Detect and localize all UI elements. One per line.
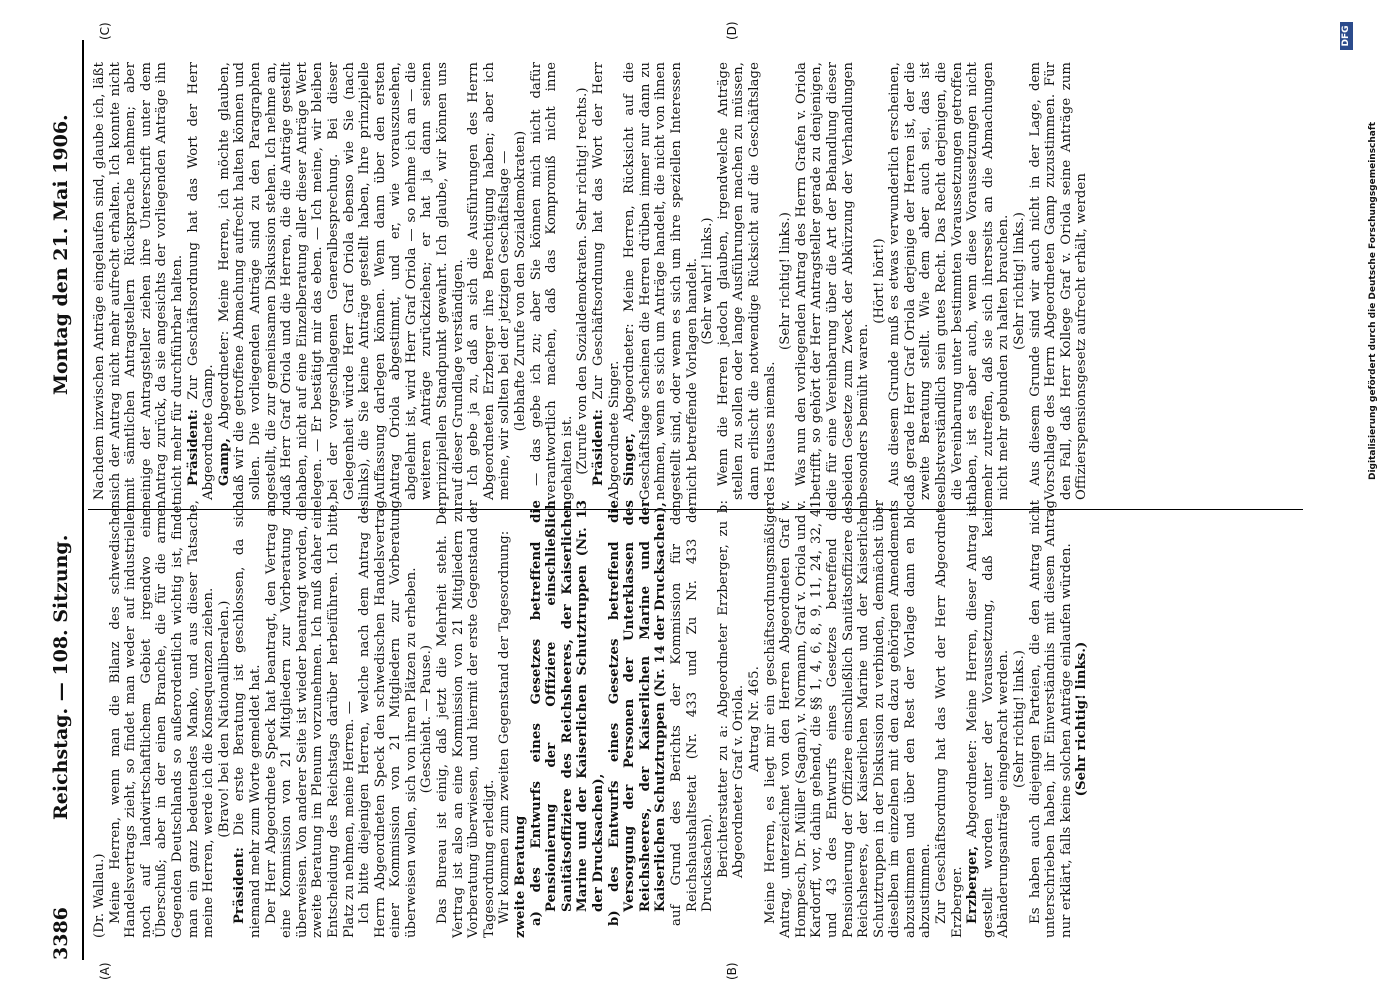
paragraph-text: Aus diesem Grunde muß es etwas verwunderlich erscheinen, daß gerade Herr Graf Oriola derjenige der Herren ist, der die zweite Beratung stellt. Wie dem aber auch sei, das ist selbstverständlich sein gutes Recht. Das Recht derjenigen, die die Vereinbarung unter bestimmten Voraussetzungen getroffen haben, ist es aber auch, wenn diese Voraussetzungen nicht mehr zutreffen, daß sie sich ihrerseits an die Abmachungen nicht mehr gebunden zu halten brauchen. [887,62,1012,500]
paragraph [887,62,1012,500]
paragraph-text: Das Bureau ist einig, daß jetzt die Mehrheit steht. Der Vertrag ist also an eine Kommission von 21 Mitgliedern zur Vorberatung überwiesen, und hiermit der erste Gegenstand der Tagesordnung erledigt. [435,500,497,938]
speaker-label: Präsident: [185,408,201,486]
paragraph [607,500,669,938]
page-number: 3386 [50,907,72,960]
session-date: Montag den 21. Mai 1906. [50,114,72,395]
paragraph [575,62,591,500]
right-column [92,62,1090,500]
speaker-label: Gamp, [216,437,232,486]
page-header [50,40,80,960]
paragraph-text: Ich gebe ja zu, daß an sich die Ausführungen des Herrn Abgeordneten Erzberger ihre Berechtigung haben; aber ich meine, wir sollten bei der jetzigen Geschäftslage — [466,62,513,500]
session-title: Reichstag. — 108. Sitzung. [50,534,72,820]
paragraph-text: (Dr. Wallau.) [92,853,107,938]
paragraph-text: (Zurufe von den Sozialdemokraten. Sehr richtig! rechts.) [575,87,591,475]
paragraph-text: Die erste Beratung ist geschlossen, da sich niemand mehr zum Worte gemeldet hat. [232,500,263,938]
paragraph-text: b) des Entwurfs eines Gesetzes betreffend die Versorgung der Personen der Unterklassen des Reichsheeres, der Kaiserlichen Marine und der Kaiserlichen Schutztruppen (Nr. 14 der Drucksachen), [606,500,669,926]
margin-letter-b: (B) [725,962,739,980]
header-rule [82,40,84,960]
paragraph-text: Zur Geschäftsordnung hat das Wort der Herr Abgeordnete Singer. [591,62,622,500]
paragraph [264,500,358,938]
paragraph [965,500,1012,938]
paragraph-text: (Bravo! bei den Nationalliberalen.) [216,600,232,838]
paragraph-text: Antrag Nr. 465. [746,666,762,772]
paragraph-text: (Hört! hört!) [871,238,887,324]
paragraph [716,62,778,500]
paragraph-text: auf Grund des Berichts der Kommission für den Reichshaushaltsetat (Nr. 433 und Zu Nr. 433 der Drucksachen). [668,500,716,926]
paragraph [92,62,186,500]
paragraph-text: Ich bitte diejenigen Herren, welche nach dem Antrag des Herrn Abgeordneten Speck den schwedischen Handelsvertrag einer Kommission von 21 Mitgliedern zur Vorberatung überweisen wollen, sich von ihren Plätzen zu erheben. [357,500,419,938]
paragraph-text: (Sehr richtig! links.) [1012,211,1028,351]
paragraph-text: zweite Beratung [513,815,529,938]
paragraph-text: — das gebe ich zu; aber Sie können mich nicht dafür verantwortlich machen, daß das Kompromiß nicht inne gehalten ist. [528,62,575,500]
paragraph [435,500,497,938]
paragraph-text: (Sehr richtig! links.) [778,211,794,351]
paragraph-text: Abgeordneter: Meine Herren, ich möchte glauben, daß wir die getroffene Abmachung aufrecht halten können und sollen. Die vorliegenden Anträge sind zu den Paragraphen gestellt, die zur gemeinsamen Diskussion stehen. Ich nehme an, daß Herr Graf Oriola und die Herren, die die Anträge gestellt haben, nicht auf eine Einzelberatung aller dieser Anträge Wert legen. — Er bestätigt mir das eben. — Ich meine, wir bleiben bei der vorgeschlagenen Generalbesprechung. Bei dieser Gelegenheit würde Herr Graf Oriola ebenso wie Sie (nach links), die Sie keine Anträge gestellt haben, Ihre prinzipielle Auffassung darlegen können. Wenn dann über den ersten Antrag Oriola abgestimmt, und er, wie vorauszusehen, abgelehnt ist, wird Herr Graf Oriola — so nehme ich an — die weiteren Anträge zurückziehen; er hat ja dann seinen prinzipiellen Standpunkt gewahrt. Ich glaube, wir können uns auf dieser Grundlage verständigen. [216,62,466,500]
paragraph-text: Was nun den vorliegenden Antrag des Herrn Grafen v. Oriola betrifft, so gehört der Herr Antragsteller gerade zu denjenigen, die für eine Vereinbarung über die Art der Behandlung dieser beiden Gesetze zum Zweck der Abkürzung der Verhandlungen besonders bemüht waren. [793,62,872,500]
paragraph-text: Zur Geschäftsordnung hat das Wort der Herr Abgeordnete Erzberger. [934,500,965,938]
paragraph-text: (Sehr richtig! links.) [1074,641,1090,797]
paragraph [232,500,263,938]
paragraph [591,62,622,500]
paragraph [497,500,513,938]
paragraph-text: Abgeordneter: Meine Herren, dieser Antrag ist gestellt worden unter der Voraussetzung, daß keine Abänderungsanträge eingebracht werden. [965,500,1012,938]
speaker-label: Präsident: [591,408,606,486]
paragraph [419,500,435,938]
left-column [92,500,1090,938]
paragraph-text: Meine Herren, wenn man die Bilanz des schwedischen Handelsvertrags zieht, so findet man weder auf industriellem noch auf landwirtschaftlichem Gebiet irgendwo einen Überschuß; aber in der einen Branche, die für die armen Gegenden Deutschlands so außerordentlich wichtig ist, findet man ein ganz bedeutendes Manko, und aus dieser Tatsache, meine Herren, werde ich die Konsequenzen ziehen. [107,500,217,938]
paragraph [747,500,763,938]
paragraph [466,62,513,500]
paragraph [217,500,233,938]
paragraph-text: Aus diesem Grunde sind wir auch nicht in der Lage, dem Vorschlage des Herrn Abgeordneten Gamp zuzustimmen. Für den Fall, daß Herr Kollege Graf v. Oriola seine Anträge zum Offizierspensionsgesetz aufrecht erhält, werden [1027,62,1090,500]
paragraph [700,62,716,500]
paragraph-text: (Geschieht. — Pause.) [419,644,435,794]
paragraph [217,62,467,500]
paragraph [1028,500,1075,938]
margin-letter-d: (D) [725,21,739,40]
paragraph [357,500,419,938]
paragraph [622,62,700,500]
margin-letter-c: (C) [98,22,112,40]
paragraph [513,500,529,938]
paragraph [794,62,872,500]
paragraph-text: Der Herr Abgeordnete Speck hat beantragt, den Vertrag an eine Kommission von 21 Mitgliedern zur Vorberatung zu überweisen. Von anderer Seite ist wieder beantragt worden, die zweite Beratung im Plenum vorzunehmen. Ich muß daher eine Entscheidung des Reichstags darüber herbeiführen. Ich bitte, Platz zu nehmen, meine Herren. — [263,500,357,938]
paragraph-text: a) des Entwurfs eines Gesetzes betreffend die Pensionierung der Offiziere einschließlich Sanitätsoffiziere des Reichsheeres, der Kaiserlichen Marine und der Kaiserlichen Schutztruppen (Nr. 13 der Drucksachen), [528,500,606,926]
paragraph [934,500,965,938]
speaker-label: Präsident: [232,846,248,924]
margin-letter-a: (A) [98,962,112,980]
paragraph-text: Nachdem inzwischen Anträge eingelaufen sind, glaube ich, läßt sich der Antrag nicht mehr aufrecht erhalten. Ich konnte nicht mit sämtlichen Antragstellern Rücksprache nehmen; aber einige der Antragsteller ziehen ihre Unterschrift unter dem Antrag zurück, da sie angesichts der vorliegenden Anträge ihn nicht mehr für durchführbar halten. [92,62,185,500]
paragraph [513,62,529,500]
paragraph-text: Meine Herren, es liegt mir ein geschäftsordnungsmäßiger Antrag, unterzeichnet von den Herren Abgeordneten Graf v. Hompesch, Dr. Müller (Sagan), v. Normann, Graf v. Oriola und v. Kardorff, vor, dahin gehend, die §§ 1, 4, 6, 8, 9, 11, 24, 32, 41 und 43 des Entwurfs eines Gesetzes betreffend die Pensionierung der Offiziere einschließlich Sanitätsoffiziere des Reichsheeres, der Kaiserlichen Marine und der Kaiserlichen Schutztruppen in der Diskussion zu verbinden, demnächst über dieselben im einzelnen mit den dazu gehörigen Amendements abzustimmen und über den Rest der Vorlage dann en bloc abzustimmen. [762,500,934,938]
digitization-credit: Digitalisierung gefördert durch die Deutsche Forschungsgemeinschaft [1368,121,1378,480]
paragraph-text: Berichterstatter zu a: Abgeordneter Erzberger, zu b: Abgeordneter Graf v. Oriola. [715,500,747,878]
paragraph-text: (lebhafte Zurufe von den Sozialdemokraten) [513,130,529,432]
paragraph-text: Es haben auch diejenigen Parteien, die den Antrag nicht unterschrieben haben, ihr Einverständnis mit diesem Antrag nur erklärt, falls keine solchen Anträge einlaufen würden. [1027,500,1074,938]
paragraph-text: Wenn die Herren jedoch glauben, irgendwelche Anträge stellen zu sollen oder lange Ausführungen machen zu müssen, dann erlischt die notwendige Rücksicht auf die Geschäftslage des Hauses niemals. [715,62,778,500]
paragraph [716,500,747,938]
paragraph [92,500,108,938]
paragraph [108,500,217,938]
paragraph [186,62,217,500]
dfg-logo: DFG [1340,22,1353,50]
paragraph [872,62,888,500]
paragraph-text: Abgeordneter: Meine Herren, Rücksicht auf die Geschäftslage scheinen die Herren drüben immer nur dann zu nehmen, wenn es sich um Anträge handelt, die nicht von ihnen gestellt sind, oder wenn es sich um ihre speziellen Interessen nicht betreffende Vorlagen handelt. [622,62,700,500]
paragraph [1012,500,1028,938]
paragraph [1028,62,1090,500]
paragraph-text: Wir kommen zum zweiten Gegenstand der Tagesordnung: [497,530,513,924]
paragraph [1074,500,1090,938]
paragraph [763,500,935,938]
paragraph [669,500,716,938]
paragraph-text: (Sehr richtig! links.) [1012,649,1028,789]
speaker-label: Erzberger, [965,845,981,924]
paragraph [778,62,794,500]
paragraph [529,500,607,938]
paragraph-text: Zur Geschäftsordnung hat das Wort der Herr Abgeordnete Gamp. [185,62,217,500]
speaker-label: Singer, [622,432,638,486]
paragraph [529,62,576,500]
paragraph-text: (Sehr wahr! links.) [700,217,716,345]
paragraph [1012,62,1028,500]
